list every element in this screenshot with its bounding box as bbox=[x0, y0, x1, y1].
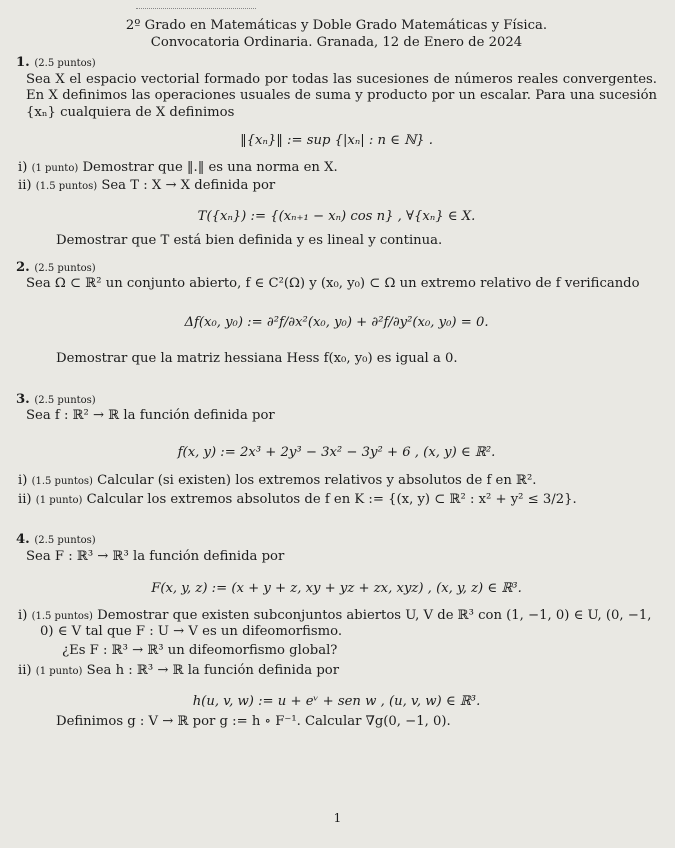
question-1-norm-formula: ‖{xₙ}‖ := sup {|xₙ| : n ∈ ℕ} . bbox=[240, 133, 433, 149]
question-4-global-question: ¿Es F : ℝ³ → ℝ³ un difeomorfismo global? bbox=[62, 642, 338, 658]
question-1-closing: Demostrar que T está bien definida y es lineal y continua. bbox=[56, 233, 443, 249]
question-3-part-ii bbox=[16, 492, 657, 509]
question-3-part-i bbox=[16, 473, 657, 490]
part-label: ii) bbox=[18, 663, 32, 679]
part-points: (1.5 puntos) bbox=[35, 181, 98, 193]
question-2-number: 2. bbox=[16, 259, 30, 275]
part-label: i) bbox=[18, 159, 28, 175]
part-points: (1 punto) bbox=[31, 162, 79, 174]
question-3-title bbox=[16, 392, 657, 409]
question-4 bbox=[16, 532, 657, 731]
question-1-part-ii bbox=[16, 178, 657, 195]
part-label: ii) bbox=[18, 491, 32, 507]
part-points: (1 punto) bbox=[35, 494, 83, 506]
header-exam-line: Convocatoria Ordinaria. Granada, 12 de Enero de 2024 bbox=[150, 35, 523, 51]
question-1 bbox=[16, 55, 657, 250]
question-1-operator-formula: T({xₙ}) := {(xₙ₊₁ − xₙ) cos n} , ∀{xₙ} ∈ X. bbox=[197, 208, 476, 224]
question-2-points: (2.5 puntos) bbox=[34, 262, 96, 274]
question-4-intro: Sea F : ℝ³ → ℝ³ la función definida por bbox=[26, 548, 285, 564]
question-1-title bbox=[16, 55, 657, 72]
question-1-intro: Sea X el espacio vectorial formado por todas las sucesiones de números reales convergentes. En X definimos las operaciones usuales de suma y producto por un escalar. Para una sucesión {xₙ} cualquiera de X definimos bbox=[26, 71, 657, 120]
question-2-title bbox=[16, 260, 657, 277]
question-4-number: 4. bbox=[16, 532, 30, 548]
header-course-line: 2º Grado en Matemáticas y Doble Grado Matemáticas y Física. bbox=[125, 18, 548, 33]
question-3-points: (2.5 puntos) bbox=[34, 394, 96, 406]
question-2-closing: Demostrar que la matriz hessiana Hess f(x₀, y₀) es igual a 0. bbox=[56, 351, 458, 367]
question-1-part-i bbox=[16, 160, 657, 177]
question-3-number: 3. bbox=[16, 391, 30, 407]
question-1-number: 1. bbox=[16, 55, 30, 71]
question-4-h-formula: h(u, v, w) := u + eᵛ + sen w , (u, v, w) ∈ ℝ³. bbox=[192, 693, 481, 709]
exam-header bbox=[16, 17, 657, 51]
question-2 bbox=[16, 260, 657, 368]
part-text: Calcular (si existen) los extremos relativos y absolutos de f en ℝ². bbox=[97, 473, 537, 489]
part-label: i) bbox=[18, 473, 28, 489]
question-4-function-formula: F(x, y, z) := (x + y + z, xy + yz + zx, xyz) , (x, y, z) ∈ ℝ³. bbox=[151, 581, 522, 597]
question-3-function-formula: f(x, y) := 2x³ + 2y³ − 3x² − 3y² + 6 , (x, y) ∈ ℝ². bbox=[177, 444, 496, 460]
question-4-part-ii bbox=[16, 663, 657, 680]
part-text: Sea T : X → X definida por bbox=[101, 178, 276, 194]
part-text: Calcular los extremos absolutos de f en K := {(x, y) ⊂ ℝ² : x² + y² ≤ 3/2}. bbox=[86, 491, 577, 507]
part-label: ii) bbox=[18, 178, 32, 194]
question-4-title bbox=[16, 532, 657, 549]
part-text: Demostrar que existen subconjuntos abiertos U, V de ℝ³ con (1, −1, 0) ∈ U, (0, −1, 0) ∈ V tal que F : U → V es un difeomorfismo. bbox=[40, 607, 652, 640]
part-text: Sea h : ℝ³ → ℝ la función definida por bbox=[86, 663, 340, 679]
page-number: 1 bbox=[333, 811, 342, 825]
part-label: i) bbox=[18, 607, 28, 623]
question-3 bbox=[16, 392, 657, 509]
part-text: Demostrar que ‖.‖ es una norma en X. bbox=[82, 159, 338, 175]
part-points: (1 punto) bbox=[35, 666, 83, 678]
question-2-intro: Sea Ω ⊂ ℝ² un conjunto abierto, f ∈ C²(Ω) y (x₀, y₀) ⊂ Ω un extremo relativo de f verificando bbox=[26, 276, 640, 292]
question-2-laplacian-formula: Δf(x₀, y₀) := ∂²f/∂x²(x₀, y₀) + ∂²f/∂y²(x₀, y₀) = 0. bbox=[184, 314, 489, 330]
part-points: (1.5 puntos) bbox=[31, 476, 93, 488]
question-4-points: (2.5 puntos) bbox=[34, 535, 96, 547]
cut-off-header-fragment bbox=[136, 8, 256, 13]
question-3-intro: Sea f : ℝ² → ℝ la función definida por bbox=[26, 408, 275, 424]
question-4-closing: Definimos g : V → ℝ por g := h ∘ F⁻¹. Calcular ∇g(0, −1, 0). bbox=[56, 714, 451, 730]
part-points: (1.5 puntos) bbox=[31, 610, 93, 622]
question-4-part-i bbox=[16, 608, 657, 641]
question-1-points: (2.5 puntos) bbox=[34, 58, 96, 70]
